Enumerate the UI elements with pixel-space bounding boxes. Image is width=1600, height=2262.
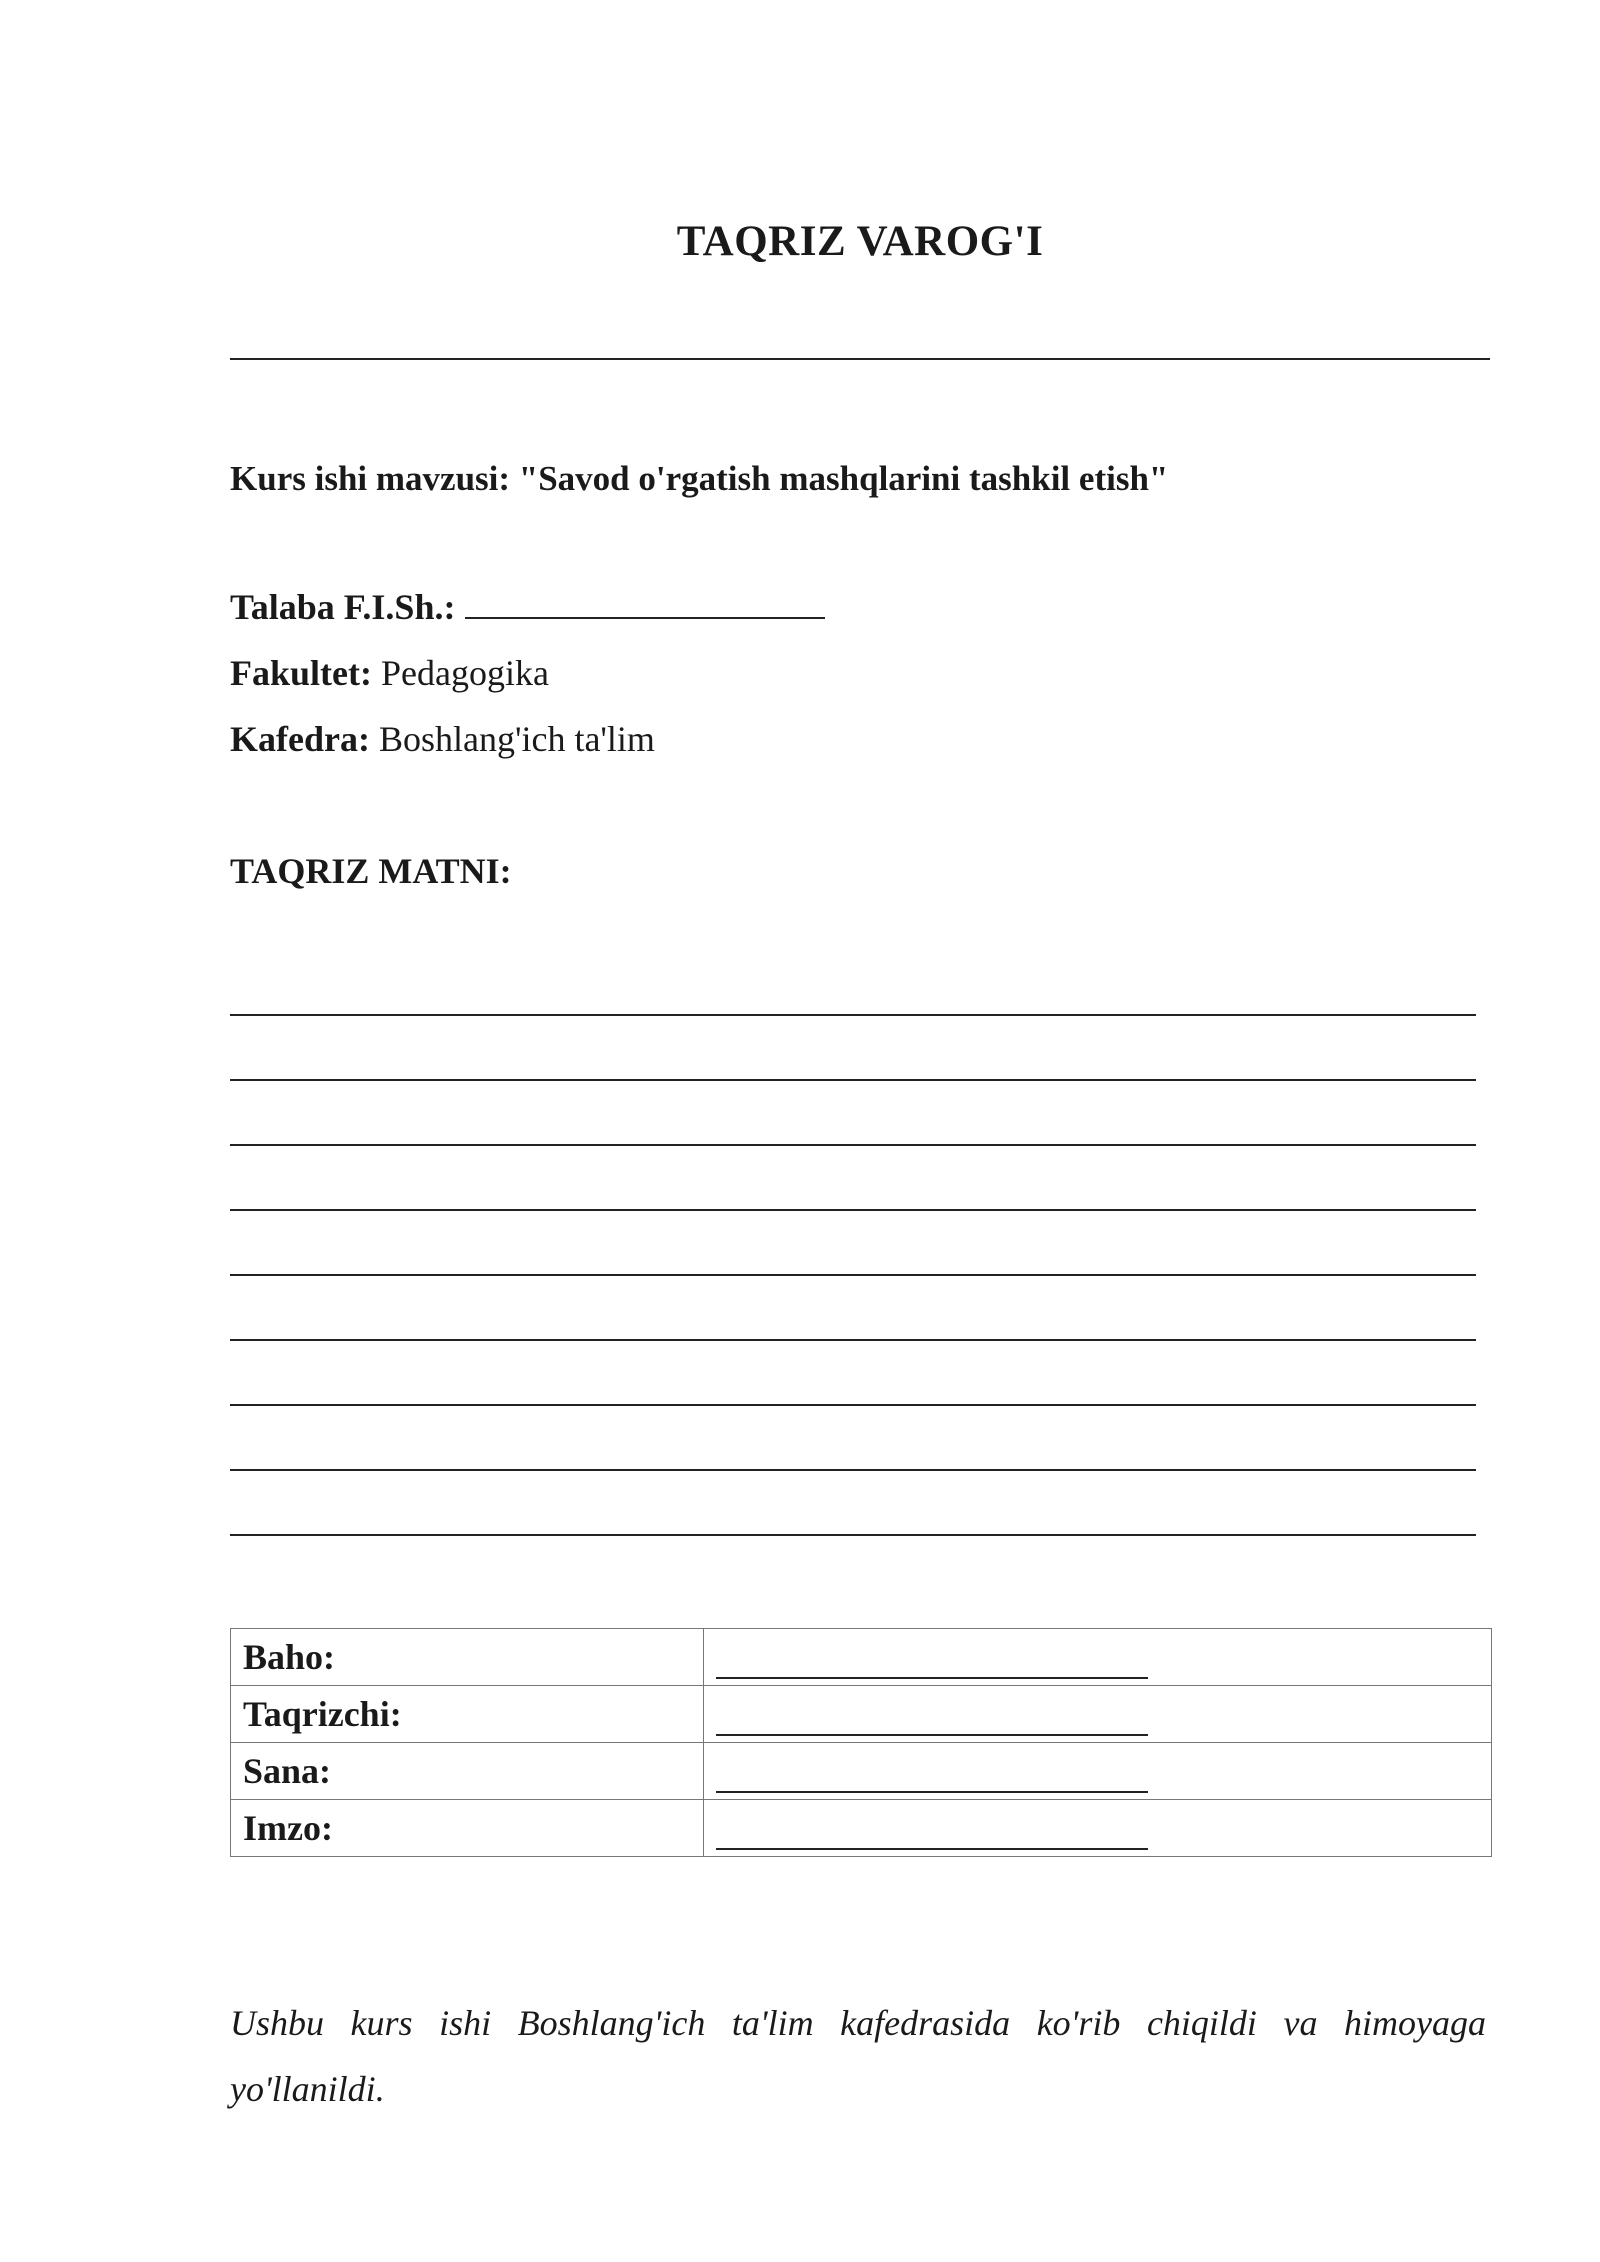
reviewer-value-cell[interactable] bbox=[704, 1686, 1492, 1743]
department-value: Boshlang'ich ta'lim bbox=[378, 719, 655, 759]
signature-blank[interactable] bbox=[716, 1814, 1148, 1850]
grade-blank[interactable] bbox=[716, 1643, 1148, 1679]
review-line[interactable] bbox=[230, 1146, 1476, 1211]
review-line[interactable] bbox=[230, 1406, 1476, 1471]
department-field bbox=[230, 714, 655, 764]
grade-value-cell[interactable] bbox=[704, 1629, 1492, 1686]
grade-label: Baho: bbox=[231, 1629, 704, 1686]
student-name-blank[interactable] bbox=[465, 587, 825, 619]
date-value-cell[interactable] bbox=[704, 1743, 1492, 1800]
table-row bbox=[231, 1686, 1492, 1743]
grade-table bbox=[230, 1628, 1492, 1857]
table-row bbox=[231, 1800, 1492, 1857]
faculty-value: Pedagogika bbox=[380, 653, 549, 693]
review-text-lines[interactable] bbox=[230, 1014, 1476, 1536]
review-line[interactable] bbox=[230, 1276, 1476, 1341]
review-line[interactable] bbox=[230, 1016, 1476, 1081]
review-line[interactable] bbox=[230, 1211, 1476, 1276]
reviewer-blank[interactable] bbox=[716, 1700, 1148, 1736]
review-line[interactable] bbox=[230, 1081, 1476, 1146]
review-line[interactable] bbox=[230, 1341, 1476, 1406]
page-title: TAQRIZ VAROG'I bbox=[676, 218, 1044, 265]
table-row bbox=[231, 1629, 1492, 1686]
department-label: Kafedra: bbox=[230, 719, 370, 759]
review-text-heading: TAQRIZ MATNI: bbox=[230, 851, 512, 891]
date-blank[interactable] bbox=[716, 1757, 1148, 1793]
student-name-label: Talaba F.I.Sh.: bbox=[230, 587, 456, 627]
footer-note: Ushbu kurs ishi Boshlang'ich ta'lim kafedrasida ko'rib chiqildi va himoyaga yo'llanildi. bbox=[230, 2003, 1486, 2109]
reviewer-label: Taqrizchi: bbox=[231, 1686, 704, 1743]
table-row bbox=[231, 1743, 1492, 1800]
course-topic: Kurs ishi mavzusi: "Savod o'rgatish mashqlarini tashkil etish" bbox=[230, 459, 1169, 498]
date-label: Sana: bbox=[231, 1743, 704, 1800]
faculty-label: Fakultet: bbox=[230, 653, 372, 693]
faculty-field bbox=[230, 648, 549, 698]
review-line[interactable] bbox=[230, 1471, 1476, 1536]
student-name-field bbox=[230, 582, 825, 632]
signature-value-cell[interactable] bbox=[704, 1800, 1492, 1857]
signature-label: Imzo: bbox=[231, 1800, 704, 1857]
title-underline bbox=[230, 358, 1490, 360]
